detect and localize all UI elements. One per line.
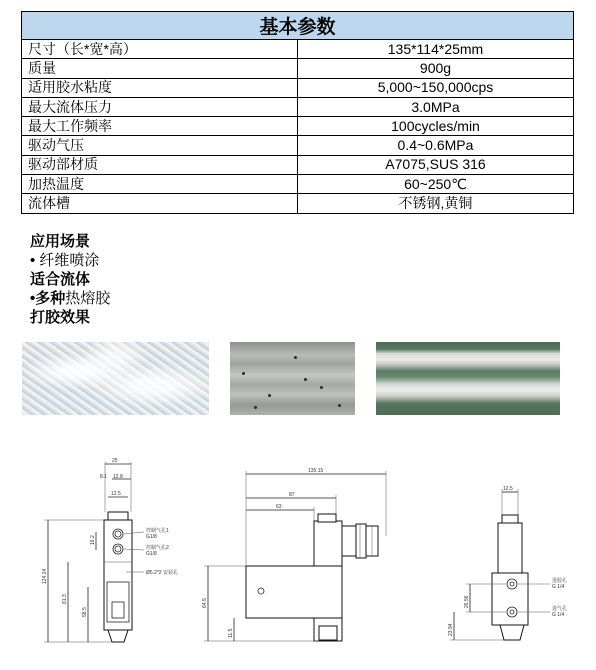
glue-stripe-photo xyxy=(376,342,560,415)
table-row xyxy=(22,40,574,59)
dim-rear-top: 12.5 xyxy=(503,486,513,492)
param-label: 最大流体压力 xyxy=(22,97,298,116)
fiber-spray-photo xyxy=(22,342,209,415)
air-inlet-label: 进气孔 xyxy=(552,606,568,612)
spec-table xyxy=(21,11,574,214)
dim-offset-small: 8.1 xyxy=(100,474,107,480)
dim-port-spacing: 26.56 xyxy=(464,595,470,608)
dim-width: 25 xyxy=(112,458,118,464)
port1-label: 控制气孔1 xyxy=(146,528,169,534)
side-view-drawing xyxy=(196,466,406,651)
dim-short: 63 xyxy=(276,504,282,510)
param-label: 尺寸（长*宽*高） xyxy=(22,40,298,59)
port1-thread: G1/8 xyxy=(146,534,157,540)
port2-thread: G1/8 xyxy=(146,551,157,557)
param-label: 加热温度 xyxy=(22,175,298,194)
dim-port-bottom: 23.94 xyxy=(448,623,454,636)
fluid-item-prefix: •多种 xyxy=(30,290,66,307)
fluid-item xyxy=(30,289,110,308)
param-value: 100cycles/min xyxy=(298,117,574,136)
param-value: 不锈钢,黄铜 xyxy=(298,194,574,213)
dim-length: 135.15 xyxy=(308,468,324,474)
glue-inlet-thread: G 1/4 xyxy=(552,584,565,590)
table-row xyxy=(22,78,574,97)
dim-tip: 58.5 xyxy=(82,607,88,617)
param-value: 5,000~150,000cps xyxy=(298,78,574,97)
application-heading: 应用场景 xyxy=(30,233,91,250)
param-label: 适用胶水粘度 xyxy=(22,78,298,97)
dim-offset: 12.8 xyxy=(113,474,123,480)
param-value: 60~250℃ xyxy=(298,175,574,194)
param-value: 900g xyxy=(298,59,574,78)
port2-label: 控制气孔2 xyxy=(146,545,169,551)
fluid-item-text: 热熔胶 xyxy=(65,290,111,307)
front-view-drawing xyxy=(8,452,193,652)
table-row xyxy=(22,175,574,194)
glue-line-photo xyxy=(230,342,355,415)
fluid-heading: 适合流体 xyxy=(30,271,91,288)
dim-lower: 81.3 xyxy=(62,594,68,604)
dim-body-height: 64.5 xyxy=(202,598,208,608)
table-title: 基本参数 xyxy=(22,12,574,40)
param-value: 135*114*25mm xyxy=(298,40,574,59)
table-row xyxy=(22,194,574,213)
table-row xyxy=(22,155,574,174)
table-row xyxy=(22,117,574,136)
rear-view-drawing xyxy=(440,480,590,650)
param-value: A7075,SUS 316 xyxy=(298,155,574,174)
table-row xyxy=(22,136,574,155)
glue-inlet-label: 进胶孔 xyxy=(552,578,568,584)
application-item: • 纤维喷涂 xyxy=(30,252,100,269)
param-value: 3.0MPa xyxy=(298,97,574,116)
param-value: 0.4~0.6MPa xyxy=(298,136,574,155)
dim-port-pitch: 16.2 xyxy=(90,535,96,545)
effect-heading: 打胶效果 xyxy=(30,309,91,326)
table-row xyxy=(22,59,574,78)
param-label: 驱动部材质 xyxy=(22,155,298,174)
dim-nozzle: 11.5 xyxy=(228,628,234,638)
table-row xyxy=(22,97,574,116)
param-label: 质量 xyxy=(22,59,298,78)
air-inlet-thread: G 1/4 xyxy=(552,612,565,618)
dim-height: 124.24 xyxy=(42,568,48,584)
param-label: 流体槽 xyxy=(22,194,298,213)
dim-mid: 87 xyxy=(289,492,295,498)
dim-top-block: 12.5 xyxy=(111,491,121,497)
param-label: 最大工作频率 xyxy=(22,117,298,136)
param-label: 驱动气压 xyxy=(22,136,298,155)
mount-hole-label: Ø5.2*2 安装孔 xyxy=(146,570,178,576)
